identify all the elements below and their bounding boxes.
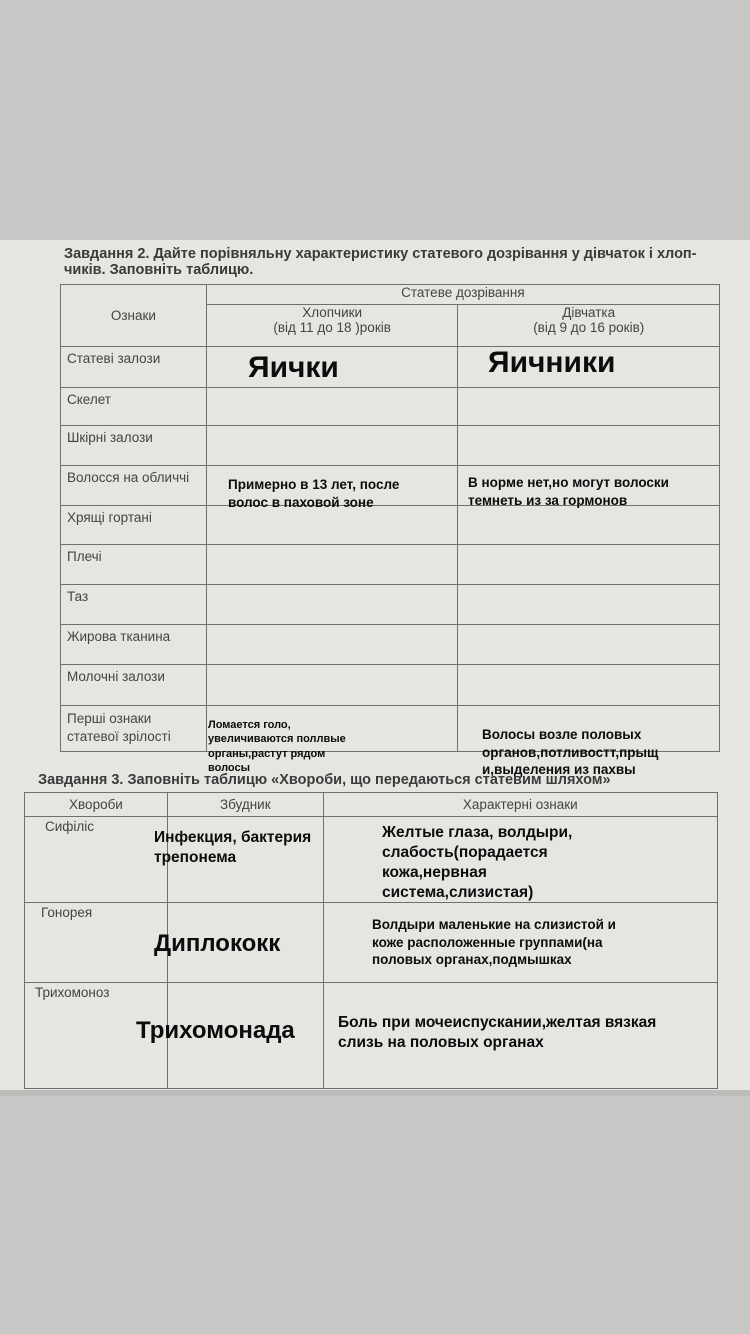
worksheet-photo — [0, 240, 750, 1095]
disease-label: Трихомоноз — [25, 983, 168, 1089]
signs-syphilis: Желтые глаза, волдыри, слабость(порадается кожа,нервная система,слизистая) — [382, 824, 573, 902]
disease-label: Гонорея — [25, 903, 168, 983]
agent-syphilis: Инфекция, бактерия трепонема — [154, 829, 312, 867]
header-puberty: Статеве дозрівання — [206, 285, 719, 305]
sign-label: Перші ознаки статевої зрілості — [61, 705, 207, 751]
header-signs: Характерні ознаки — [323, 793, 717, 817]
disease-label: Сифіліс — [25, 817, 168, 903]
answer-face-boys: Примерно в 13 лет, после волос в паховой зоне — [228, 477, 400, 510]
sign-label: Шкірні залози — [61, 425, 207, 465]
puberty-table — [60, 284, 720, 752]
task2-heading: Завдання 2. Дайте порівняльну характеристику статевого дозрівання у дівчаток і хлоп- чиків. Заповніть таблицю. — [64, 246, 697, 278]
answer-face-girls: В норме нет,но могут волоски темнеть из за гормонов — [468, 475, 669, 508]
header-signs: Ознаки — [61, 285, 207, 347]
answer-first-girls: Волосы возле половых органов,потливостт,прыщ и,выделения из пахвы — [482, 727, 659, 778]
answer-glands-boys: Яички — [248, 351, 339, 384]
sign-label: Плечі — [61, 544, 207, 584]
task3-heading: Завдання 3. Заповніть таблицю «Хвороби, що передаються статевим шляхом» — [38, 772, 611, 788]
sign-label: Волосся на обличчі — [61, 466, 207, 506]
sign-label: Молочні залози — [61, 665, 207, 705]
sign-label: Скелет — [61, 387, 207, 425]
header-girls: Дівчатка (від 9 до 16 років) — [458, 305, 720, 347]
agent-trichomoniasis: Трихомонада — [136, 1017, 295, 1044]
header-agent: Збудник — [167, 793, 323, 817]
signs-trichomoniasis: Боль при мочеиспускании,желтая вязкая слизь на половых органах — [338, 1014, 657, 1052]
header-disease: Хвороби — [25, 793, 168, 817]
sign-label: Жирова тканина — [61, 625, 207, 665]
sign-label: Хрящі гортані — [61, 506, 207, 544]
header-boys: Хлопчики (від 11 до 18 )років — [206, 305, 458, 347]
answer-glands-girls: Яичники — [488, 346, 616, 379]
sign-label: Статеві залози — [61, 347, 207, 387]
photo-bottom-edge — [0, 1090, 750, 1096]
agent-gonorrhea: Диплококк — [154, 930, 281, 957]
signs-gonorrhea: Волдыри маленькие на слизистой и коже расположенные группами(на половых органах,подмышках — [372, 917, 616, 968]
sign-label: Таз — [61, 584, 207, 624]
answer-first-boys: Ломается голо, увеличиваются поллвые органы,растут рядом волосы — [208, 719, 346, 774]
